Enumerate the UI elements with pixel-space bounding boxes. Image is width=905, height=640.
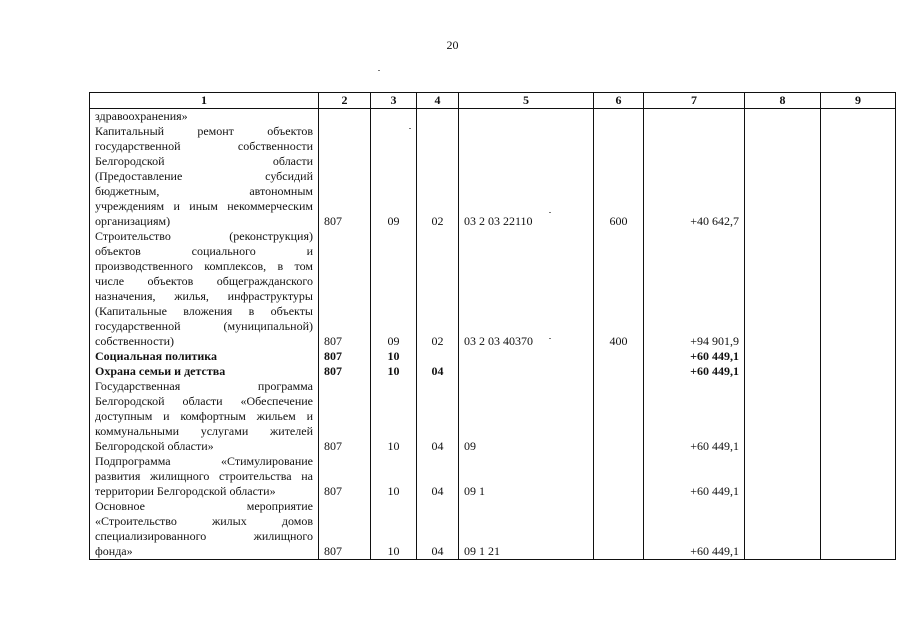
header-cell: 9 <box>821 93 896 109</box>
amount-cell: +60 449,1 <box>644 454 745 499</box>
item-name-line: учреждениям и иным некоммерческим <box>95 199 313 213</box>
target-article-cell: 09 1 <box>459 454 594 499</box>
subsection-cell: 02 <box>417 229 459 349</box>
table-row <box>90 499 896 560</box>
admin-code-cell: 807 <box>319 229 371 349</box>
amount-cell: +60 449,1 <box>644 499 745 560</box>
table-row <box>90 349 896 364</box>
item-name-line: фонда» <box>95 544 133 558</box>
header-cell: 3 <box>371 93 417 109</box>
scan-speck <box>378 70 380 71</box>
table-row <box>90 379 896 454</box>
table-row <box>90 109 896 230</box>
expense-type-cell <box>594 499 644 560</box>
header-cell: 5 <box>459 93 594 109</box>
item-name-line: Белгородской области «Обеспечение <box>95 394 313 408</box>
header-cell: 8 <box>745 93 821 109</box>
item-name-line: Строительство (реконструкция) <box>95 229 313 243</box>
admin-code-cell: 807 <box>319 364 371 379</box>
item-name-cell <box>90 229 319 349</box>
item-name-line: специализированного жилищного <box>95 529 313 543</box>
item-name-line: Капитальный ремонт объектов <box>95 124 313 138</box>
item-name-line: доступным и комфортным жильем и <box>95 409 313 423</box>
admin-code-cell: 807 <box>319 499 371 560</box>
header-row <box>90 93 896 109</box>
target-article-cell: 03 2 03 22110 <box>459 109 594 230</box>
item-name-line: числе объектов общегражданского <box>95 274 313 288</box>
amount-cell: +60 449,1 <box>644 349 745 364</box>
header-cell: 6 <box>594 93 644 109</box>
item-name-line: Социальная политика <box>95 349 218 363</box>
column-9-cell <box>821 109 896 230</box>
column-9-cell <box>821 229 896 349</box>
section-cell: 09 <box>371 109 417 230</box>
target-article-cell: 09 <box>459 379 594 454</box>
header-cell: 1 <box>90 93 319 109</box>
header-cell: 4 <box>417 93 459 109</box>
item-name-line: бюджетным, автономным <box>95 184 313 198</box>
amount-cell: +60 449,1 <box>644 379 745 454</box>
budget-table <box>89 92 896 560</box>
item-name-line: Государственная программа <box>95 379 313 393</box>
target-article-cell <box>459 349 594 364</box>
table-body <box>90 109 896 560</box>
page-number: 20 <box>446 38 459 52</box>
header-cell: 7 <box>644 93 745 109</box>
column-9-cell <box>821 364 896 379</box>
item-name-line: государственной собственности <box>95 139 313 153</box>
item-name-line: территории Белгородской области» <box>95 484 276 498</box>
expense-type-cell: 400 <box>594 229 644 349</box>
expense-type-cell <box>594 379 644 454</box>
amount-cell: +40 642,7 <box>644 109 745 230</box>
item-name-line: (Капитальные вложения в объекты <box>95 304 313 318</box>
item-name-cell <box>90 499 319 560</box>
item-name-line: Белгородской области» <box>95 439 214 453</box>
subsection-cell: 04 <box>417 379 459 454</box>
item-name-line: Белгородской области <box>95 154 313 168</box>
amount-cell: +94 901,9 <box>644 229 745 349</box>
item-name-cell <box>90 349 319 364</box>
item-name-line: собственности) <box>95 334 175 348</box>
expense-type-cell <box>594 454 644 499</box>
target-article-cell: 03 2 03 40370 <box>459 229 594 349</box>
admin-code-cell: 807 <box>319 349 371 364</box>
section-cell: 10 <box>371 499 417 560</box>
item-name-line: (Предоставление субсидий <box>95 169 313 183</box>
item-name-line: развития жилищного строительства на <box>95 469 313 483</box>
column-8-cell <box>745 379 821 454</box>
amount-cell: +60 449,1 <box>644 364 745 379</box>
item-name-line: Подпрограмма «Стимулирование <box>95 454 313 468</box>
column-9-cell <box>821 349 896 364</box>
subsection-cell: 04 <box>417 499 459 560</box>
target-article-cell <box>459 364 594 379</box>
item-name-line: Охрана семьи и детства <box>95 364 226 378</box>
expense-type-cell: 600 <box>594 109 644 230</box>
section-cell: 10 <box>371 364 417 379</box>
target-article-cell: 09 1 21 <box>459 499 594 560</box>
expense-type-cell <box>594 364 644 379</box>
column-8-cell <box>745 499 821 560</box>
expense-type-cell <box>594 349 644 364</box>
column-8-cell <box>745 364 821 379</box>
admin-code-cell: 807 <box>319 109 371 230</box>
column-9-cell <box>821 454 896 499</box>
item-name-cell <box>90 364 319 379</box>
header-cell: 2 <box>319 93 371 109</box>
column-9-cell <box>821 379 896 454</box>
item-name-line: государственной (муниципальной) <box>95 319 313 333</box>
item-name-cell <box>90 109 319 230</box>
subsection-cell <box>417 349 459 364</box>
column-8-cell <box>745 454 821 499</box>
item-name-line: производственного комплексов, в том <box>95 259 313 273</box>
section-cell: 09 <box>371 229 417 349</box>
item-name-line: коммунальными услугами жителей <box>95 424 313 438</box>
column-8-cell <box>745 109 821 230</box>
column-9-cell <box>821 499 896 560</box>
subsection-cell: 04 <box>417 454 459 499</box>
admin-code-cell: 807 <box>319 454 371 499</box>
subsection-cell: 04 <box>417 364 459 379</box>
column-8-cell <box>745 229 821 349</box>
section-cell: 10 <box>371 379 417 454</box>
subsection-cell: 02 <box>417 109 459 230</box>
item-name-line: «Строительство жилых домов <box>95 514 313 528</box>
item-name-line: Основное мероприятие <box>95 499 313 513</box>
section-cell: 10 <box>371 454 417 499</box>
item-name-line: объектов социального и <box>95 244 313 258</box>
item-name-line: здравоохранения» <box>95 109 188 123</box>
item-name-cell <box>90 379 319 454</box>
column-8-cell <box>745 349 821 364</box>
table-row <box>90 364 896 379</box>
table-row <box>90 454 896 499</box>
admin-code-cell: 807 <box>319 379 371 454</box>
section-cell: 10 <box>371 349 417 364</box>
item-name-cell <box>90 454 319 499</box>
item-name-line: организациям) <box>95 214 171 228</box>
item-name-line: назначения, жилья, инфраструктуры <box>95 289 313 303</box>
table-row <box>90 229 896 349</box>
